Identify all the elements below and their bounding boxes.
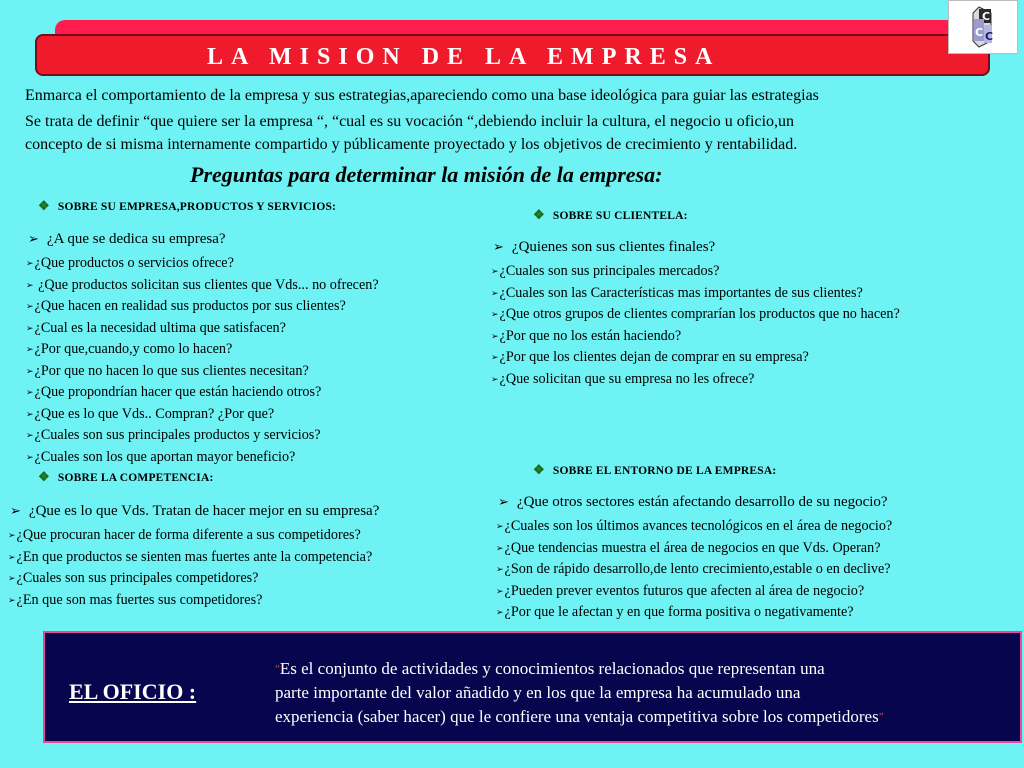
intro-line-1: Enmarca el comportamiento de la empresa y sus estrategias,apareciendo como una base ideológica para guiar las estrategias [25, 87, 819, 104]
arrow-bullet-icon: ➢ [26, 344, 34, 354]
close-quote: ” [878, 711, 884, 723]
arrow-bullet-icon: ➢ [26, 365, 34, 376]
arrow-bullet-icon: ➢ [10, 503, 21, 518]
question-list-empresa [26, 253, 379, 468]
arrow-bullet-icon: ➢ [26, 408, 34, 419]
arrow-bullet-icon: ➢ [26, 279, 34, 290]
arrow-bullet-icon: ➢ [8, 594, 16, 605]
question-list-entorno [496, 516, 892, 624]
list-item: ➢¿Cuales son las Características mas importantes de sus clientes? [491, 284, 863, 301]
list-item: ➢¿Que es lo que Vds.. Compran? ¿Por que? [26, 405, 275, 422]
arrow-bullet-icon: ➢ [28, 231, 39, 246]
oficio-line-3: experiencia (saber hacer) que le confiere una ventaja competitiva sobre los competidores” [275, 707, 884, 726]
lead-question-entorno: ➢ ¿Que otros sectores están afectando desarrollo de su negocio? [498, 494, 888, 510]
diamond-bullet-icon: ❖ [38, 198, 50, 213]
list-item: ➢¿Cuales son sus principales productos y servicios? [26, 427, 321, 443]
arrow-bullet-icon: ➢ [498, 494, 509, 509]
list-item: ➢¿Por que no los están haciendo? [491, 327, 682, 344]
arrow-bullet-icon: ➢ [26, 322, 34, 333]
oficio-definition [275, 657, 884, 729]
arrow-bullet-icon: ➢ [26, 387, 34, 397]
list-item: ➢¿Que otros grupos de clientes comprarían los productos que no hacen? [491, 306, 900, 322]
arrow-bullet-icon: ➢ [26, 430, 34, 440]
list-item: ➢¿Cuales son los que aportan mayor beneficio? [26, 448, 296, 465]
list-item: ➢¿Que propondrían hacer que están haciendo otros? [26, 384, 322, 400]
logo [948, 0, 1018, 54]
list-item: ➢¿Pueden prever eventos futuros que afecten al área de negocio? [496, 582, 865, 599]
logo-letter-mid: C [975, 26, 984, 39]
oficio-line-1: “Es el conjunto de actividades y conocimientos relacionados que representan una [275, 659, 825, 678]
logo-letter-top: C [982, 10, 991, 23]
section-heading-entorno: ❖ SOBRE EL ENTORNO DE LA EMPRESA: [533, 462, 777, 477]
arrow-bullet-icon: ➢ [8, 573, 16, 583]
list-item: ➢¿Cuales son sus principales mercados? [491, 263, 720, 279]
list-item: ➢¿Por que los clientes dejan de comprar en su empresa? [491, 349, 809, 365]
list-item: ➢¿Que procuran hacer de forma diferente a sus competidores? [8, 527, 361, 543]
arrow-bullet-icon: ➢ [491, 373, 499, 384]
arrow-bullet-icon: ➢ [491, 266, 499, 276]
arrow-bullet-icon: ➢ [496, 564, 504, 574]
oficio-line-2: parte importante del valor añadido y en los que la empresa ha acumulado una [275, 683, 801, 702]
list-item: ➢¿Son de rápido desarrollo,de lento crecimiento,estable o en declive? [496, 561, 891, 577]
arrow-bullet-icon: ➢ [8, 551, 16, 562]
diamond-bullet-icon: ❖ [38, 469, 50, 484]
arrow-bullet-icon: ➢ [491, 309, 499, 319]
section-heading-clientela: ❖ SOBRE SU CLIENTELA: [533, 207, 688, 222]
arrow-bullet-icon: ➢ [496, 542, 504, 553]
list-item: ➢¿Por que le afectan y en que forma positiva o negativamente? [496, 604, 854, 620]
list-item: ➢¿Que tendencias muestra el área de negocios en que Vds. Operan? [496, 539, 881, 556]
list-item: ➢¿Que hacen en realidad sus productos por sus clientes? [26, 298, 346, 314]
list-item: ➢¿Cuales son sus principales competidores? [8, 570, 259, 586]
logo-letter-side: C [985, 30, 994, 43]
logo-icon [949, 1, 1019, 55]
diamond-bullet-icon: ❖ [533, 462, 545, 477]
arrow-bullet-icon: ➢ [26, 451, 34, 462]
arrow-bullet-icon: ➢ [491, 330, 499, 341]
page-title: LA MISION DE LA EMPRESA [35, 34, 990, 76]
section-heading-competencia: ❖ SOBRE LA COMPETENCIA: [38, 469, 214, 484]
questions-subtitle: Preguntas para determinar la misión de la empresa: [190, 162, 663, 187]
list-item: ➢ ¿Que productos solicitan sus clientes que Vds... no ofrecen? [26, 276, 379, 293]
intro-line-2: Se trata de definir “que quiere ser la empresa “, “cual es su vocación “,debiendo incluir la cultura, el negocio u oficio,un [25, 113, 795, 130]
list-item: ➢¿Cual es la necesidad ultima que satisfacen? [26, 319, 286, 336]
list-item: ➢¿En que productos se sienten mas fuertes ante la competencia? [8, 548, 373, 565]
list-item: ➢¿Que productos o servicios ofrece? [26, 255, 234, 271]
arrow-bullet-icon: ➢ [26, 258, 34, 268]
arrow-bullet-icon: ➢ [496, 521, 504, 531]
arrow-bullet-icon: ➢ [493, 239, 504, 254]
diamond-bullet-icon: ❖ [533, 207, 545, 222]
arrow-bullet-icon: ➢ [491, 352, 499, 362]
list-item: ➢¿En que son mas fuertes sus competidores? [8, 591, 263, 608]
arrow-bullet-icon: ➢ [496, 585, 504, 596]
oficio-label: EL OFICIO : [69, 679, 197, 704]
intro-line-3: concepto de si misma internamente compartido y públicamente proyectado y los objetivos de crecimiento y rentabilidad. [25, 136, 798, 153]
arrow-bullet-icon: ➢ [8, 530, 16, 540]
arrow-bullet-icon: ➢ [496, 607, 504, 617]
open-quote: “ [275, 663, 280, 675]
arrow-bullet-icon: ➢ [26, 301, 34, 311]
list-item: ➢¿Por que,cuando,y como lo hacen? [26, 341, 233, 357]
list-item: ➢¿Por que no hacen lo que sus clientes necesitan? [26, 362, 309, 379]
lead-question-competencia: ➢ ¿Que es lo que Vds. Tratan de hacer mejor en su empresa? [10, 503, 380, 519]
lead-question-clientela: ➢ ¿Quienes son sus clientes finales? [493, 239, 716, 255]
lead-question-empresa: ➢ ¿A que se dedica su empresa? [28, 231, 226, 247]
section-heading-empresa: ❖ SOBRE SU EMPRESA,PRODUCTOS Y SERVICIOS: [38, 198, 337, 213]
list-item: ➢¿Cuales son los últimos avances tecnológicos en el área de negocio? [496, 518, 893, 534]
question-list-clientela [491, 261, 900, 390]
question-list-competencia [8, 525, 372, 611]
arrow-bullet-icon: ➢ [491, 287, 499, 298]
list-item: ➢¿Que solicitan que su empresa no les ofrece? [491, 370, 755, 387]
oficio-box [43, 631, 1022, 743]
